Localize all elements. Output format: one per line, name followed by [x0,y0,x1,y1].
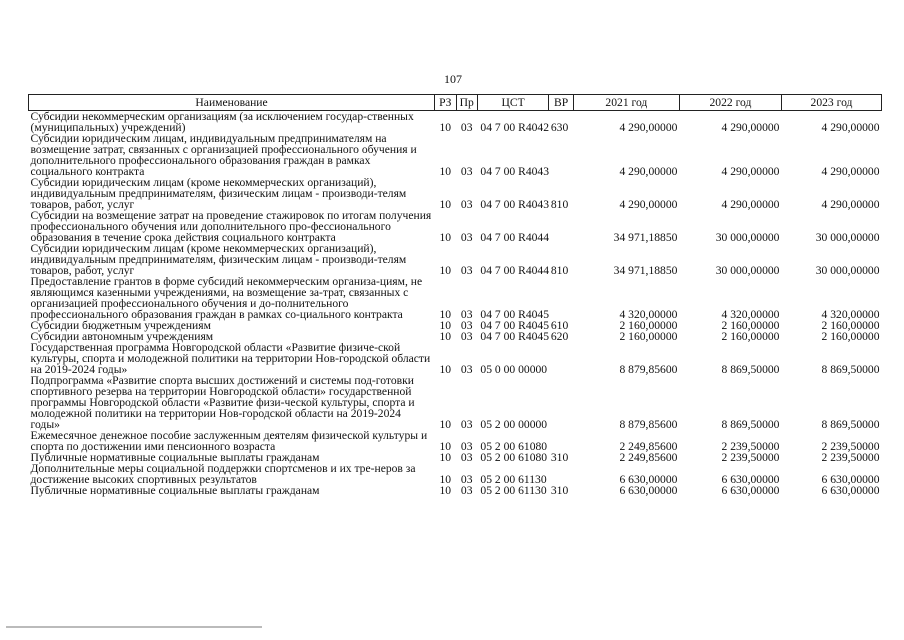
cell-rz: 10 [439,418,452,431]
cell-name: Субсидии юридическим лицам, индивидуальным предпринимателям на возмещение затрат, связанных с организацией профессионального обучения и дополнительного профессионального образования граждан в рамках социального контракта [30,132,417,178]
cell-y2022: 2 239,50000 [721,451,780,464]
cell-cst: 04 7 00 R4045 [480,308,550,321]
cell-pr: 03 [460,198,473,211]
cell-pr: 03 [460,484,473,497]
cell-y2023: 2 160,00000 [821,330,880,343]
column-header-pr: Пр [456,95,477,111]
cell-vr: 810 [550,198,569,211]
cell-rz: 10 [439,440,452,453]
cell-name: Субсидии на возмещение затрат на проведение стажировок по итогам получения профессионального обучения или дополнительного про-фессионального образования в течение срока действия социального контракта [30,209,432,244]
cell-vr [549,463,573,485]
cell-vr [549,276,573,320]
cell-y2021: 2 160,00000 [619,330,678,343]
cell-rz: 10 [439,198,452,211]
cell-cst: 04 7 00 R4044 [480,264,550,277]
cell-pr: 03 [460,418,473,431]
table-row [29,111,882,134]
column-header-cst: ЦСТ [477,95,548,111]
cell-pr: 03 [460,264,473,277]
cell-name: Публичные нормативные социальные выплаты гражданам [30,484,320,497]
column-header-2022: 2022 год [679,95,781,111]
cell-cst: 05 2 00 61130 [480,484,547,497]
cell-y2023: 8 869,50000 [821,363,880,376]
cell-y2022: 8 869,50000 [721,363,780,376]
table-row [29,243,882,276]
table-row [29,430,882,452]
cell-y2021: 2 249,85600 [619,451,678,464]
cell-name: Ежемесячное денежное пособие заслуженным деятелям физической культуры и спорта по достижении ими пенсионного возраста [30,429,428,453]
cell-y2022: 6 630,00000 [721,484,780,497]
cell-cst: 05 0 00 00000 [480,363,548,376]
cell-vr [549,210,573,243]
cell-y2021: 4 290,00000 [619,165,678,178]
cell-y2023: 4 290,00000 [821,165,880,178]
cell-y2023: 8 869,50000 [821,418,880,431]
cell-y2021: 2 249,85600 [619,440,678,453]
cell-vr [549,133,573,177]
cell-y2022: 4 290,00000 [721,198,780,211]
cell-name: Субсидии бюджетным учреждениям [30,319,211,332]
cell-pr: 03 [460,363,473,376]
table-row [29,463,882,485]
cell-y2023: 2 160,00000 [821,319,880,332]
cell-name: Дополнительные меры социальной поддержки спортсменов и их тре-неров за достижение высоких спортивных результатов [30,462,416,486]
cell-rz: 10 [439,473,452,486]
cell-name: Субсидии автономным учреждениям [30,330,214,343]
cell-name: Подпрограмма «Развитие спорта высших достижений и системы под-готовки спортивного резерва на территории Новгородской области» государственной программы Новгородской области «Развитие физи-ческой культуры, спорта и молодежной политики на территории Нов-городской области на 2019-2024 годы» [30,374,415,431]
cell-name: Предоставление грантов в форме субсидий некоммерческим организа-циям, не являющимся казенными учреждениями, на возмещение за-трат, связанных с организацией профессионального обучения и до-полнительного профессионального образования граждан в рамках со-циального контракта [30,275,423,321]
table-row [29,375,882,430]
cell-pr: 03 [460,121,473,134]
cell-vr [549,430,573,452]
cell-y2022: 2 160,00000 [721,330,780,343]
cell-y2021: 6 630,00000 [619,484,678,497]
page-number: 107 [444,72,462,86]
cell-y2023: 6 630,00000 [821,473,880,486]
cell-pr: 03 [460,165,473,178]
cell-y2021: 4 320,00000 [619,308,678,321]
cell-name: Публичные нормативные социальные выплаты гражданам [30,451,320,464]
cell-cst: 05 2 00 61080 [480,440,548,453]
table-row [29,485,882,496]
column-header-2023: 2023 год [781,95,881,111]
cell-y2023: 30 000,00000 [815,231,880,244]
column-header-vr: ВР [549,95,573,111]
cell-pr: 03 [460,451,473,464]
cell-name: Государственная программа Новгородской области «Развитие физиче-ской культуры, спорта и молодежной политики на территории Нов-городской области на 2019-2024 годы» [30,341,431,376]
cell-pr: 03 [460,231,473,244]
cell-y2023: 30 000,00000 [815,264,880,277]
budget-table [28,94,882,496]
cell-y2023: 2 239,50000 [821,440,880,453]
cell-y2022: 2 239,50000 [721,440,780,453]
table-header [29,95,882,111]
cell-vr [549,375,573,430]
cell-name: Субсидии юридическим лицам (кроме некоммерческих организаций), индивидуальным предпринимателям, физическим лицам - производи-телям товаров, работ, услуг [30,176,407,211]
cell-y2021: 4 290,00000 [619,121,678,134]
cell-pr: 03 [460,319,473,332]
cell-name: Субсидии некоммерческим организациям (за исключением государ-ственных (муниципальных) учреждений) [30,110,414,134]
cell-pr: 03 [460,308,473,321]
cell-cst: 04 7 00 R4043 [480,165,550,178]
cell-y2021: 34 971,18850 [613,231,678,244]
cell-y2022: 4 290,00000 [721,165,780,178]
column-header-2021: 2021 год [573,95,679,111]
cell-vr: 610 [550,319,569,332]
cell-rz: 10 [439,330,452,343]
cell-cst: 04 7 00 R4045 [480,319,550,332]
table-body [29,111,882,497]
cell-y2023: 2 239,50000 [821,451,880,464]
cell-y2023: 4 290,00000 [821,121,880,134]
cell-vr [549,342,573,375]
cell-y2022: 4 320,00000 [721,308,780,321]
cell-cst: 05 2 00 61130 [480,473,547,486]
cell-pr: 03 [460,440,473,453]
cell-cst: 04 7 00 R4044 [480,231,550,244]
table-row [29,177,882,210]
cell-pr: 03 [460,473,473,486]
table-row [29,342,882,375]
bottom-rule [6,626,262,628]
cell-rz: 10 [439,451,452,464]
table-row [29,210,882,243]
cell-rz: 10 [439,264,452,277]
cell-y2023: 4 320,00000 [821,308,880,321]
column-header-name: Наименование [29,95,435,111]
cell-y2021: 8 879,85600 [619,418,678,431]
cell-rz: 10 [439,165,452,178]
cell-y2022: 30 000,00000 [715,231,780,244]
cell-cst: 04 7 00 R4042 [480,121,550,134]
cell-rz: 10 [439,319,452,332]
table-row [29,133,882,177]
cell-y2022: 30 000,00000 [715,264,780,277]
cell-vr: 810 [550,264,569,277]
cell-vr: 310 [550,484,569,497]
cell-rz: 10 [439,231,452,244]
cell-y2022: 2 160,00000 [721,319,780,332]
cell-y2022: 4 290,00000 [721,121,780,134]
cell-name: Субсидии юридическим лицам (кроме некоммерческих организаций), индивидуальным предпринимателям, физическим лицам - производи-телям товаров, работ, услуг [30,242,407,277]
cell-rz: 10 [439,121,452,134]
cell-vr: 310 [550,451,569,464]
cell-cst: 05 2 00 61080 [480,451,548,464]
cell-vr: 620 [550,330,569,343]
table-row [29,276,882,320]
cell-y2023: 4 290,00000 [821,198,880,211]
cell-cst: 05 2 00 00000 [480,418,548,431]
column-header-rz: РЗ [435,95,456,111]
cell-y2021: 2 160,00000 [619,319,678,332]
cell-vr: 630 [550,121,569,134]
cell-y2021: 4 290,00000 [619,198,678,211]
cell-y2022: 8 869,50000 [721,418,780,431]
cell-rz: 10 [439,308,452,321]
cell-y2021: 6 630,00000 [619,473,678,486]
cell-y2023: 6 630,00000 [821,484,880,497]
cell-cst: 04 7 00 R4045 [480,330,550,343]
cell-y2022: 6 630,00000 [721,473,780,486]
cell-y2021: 34 971,18850 [613,264,678,277]
cell-pr: 03 [460,330,473,343]
cell-rz: 10 [439,484,452,497]
cell-rz: 10 [439,363,452,376]
cell-cst: 04 7 00 R4043 [480,198,550,211]
cell-y2021: 8 879,85600 [619,363,678,376]
